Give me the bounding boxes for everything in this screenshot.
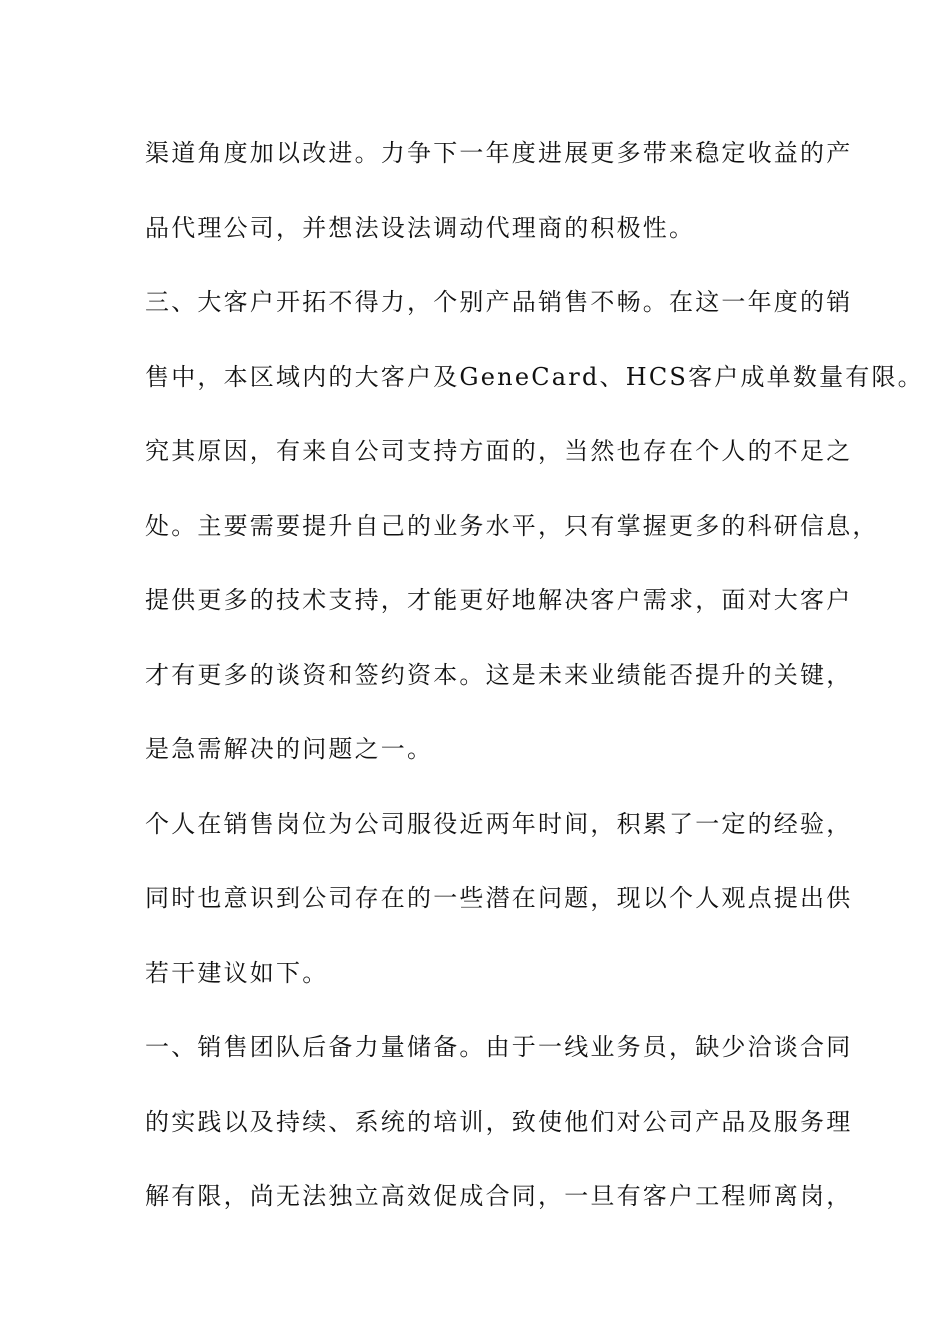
text-line: 提供更多的技术支持，才能更好地解决客户需求，面对大客户 [145, 586, 853, 614]
text-line: 渠道角度加以改进。力争下一年度进展更多带来稳定收益的产 [145, 139, 853, 167]
text-line: 一、销售团队后备力量储备。由于一线业务员，缺少洽谈合同 [145, 1033, 853, 1061]
text-line: 三、大客户开拓不得力，个别产品销售不畅。在这一年度的销 [145, 288, 853, 316]
text-line: 的实践以及持续、系统的培训，致使他们对公司产品及服务理 [145, 1107, 853, 1136]
text-line: 解有限，尚无法独立高效促成合同，一旦有客户工程师离岗， [145, 1182, 853, 1210]
text-line: 才有更多的谈资和签约资本。这是未来业绩能否提升的关键， [145, 660, 853, 689]
text-line: 售中，本区域内的大客户及GeneCard、HCS客户成单数量有限。 [145, 362, 924, 391]
text-line: 同时也意识到公司存在的一些潜在问题，现以个人观点提出供 [145, 884, 853, 912]
text-line: 是急需解决的问题之一。 [145, 735, 434, 763]
text-line: 品代理公司，并想法设法调动代理商的积极性。 [145, 213, 696, 242]
text-line: 个人在销售岗位为公司服役近两年时间，积累了一定的经验， [145, 809, 853, 838]
body-text [145, 128, 924, 1246]
text-line: 处。主要需要提升自己的业务水平，只有掌握更多的科研信息， [145, 511, 879, 540]
text-line: 究其原因，有来自公司支持方面的，当然也存在个人的不足之 [145, 437, 853, 465]
text-line: 若干建议如下。 [145, 958, 329, 987]
